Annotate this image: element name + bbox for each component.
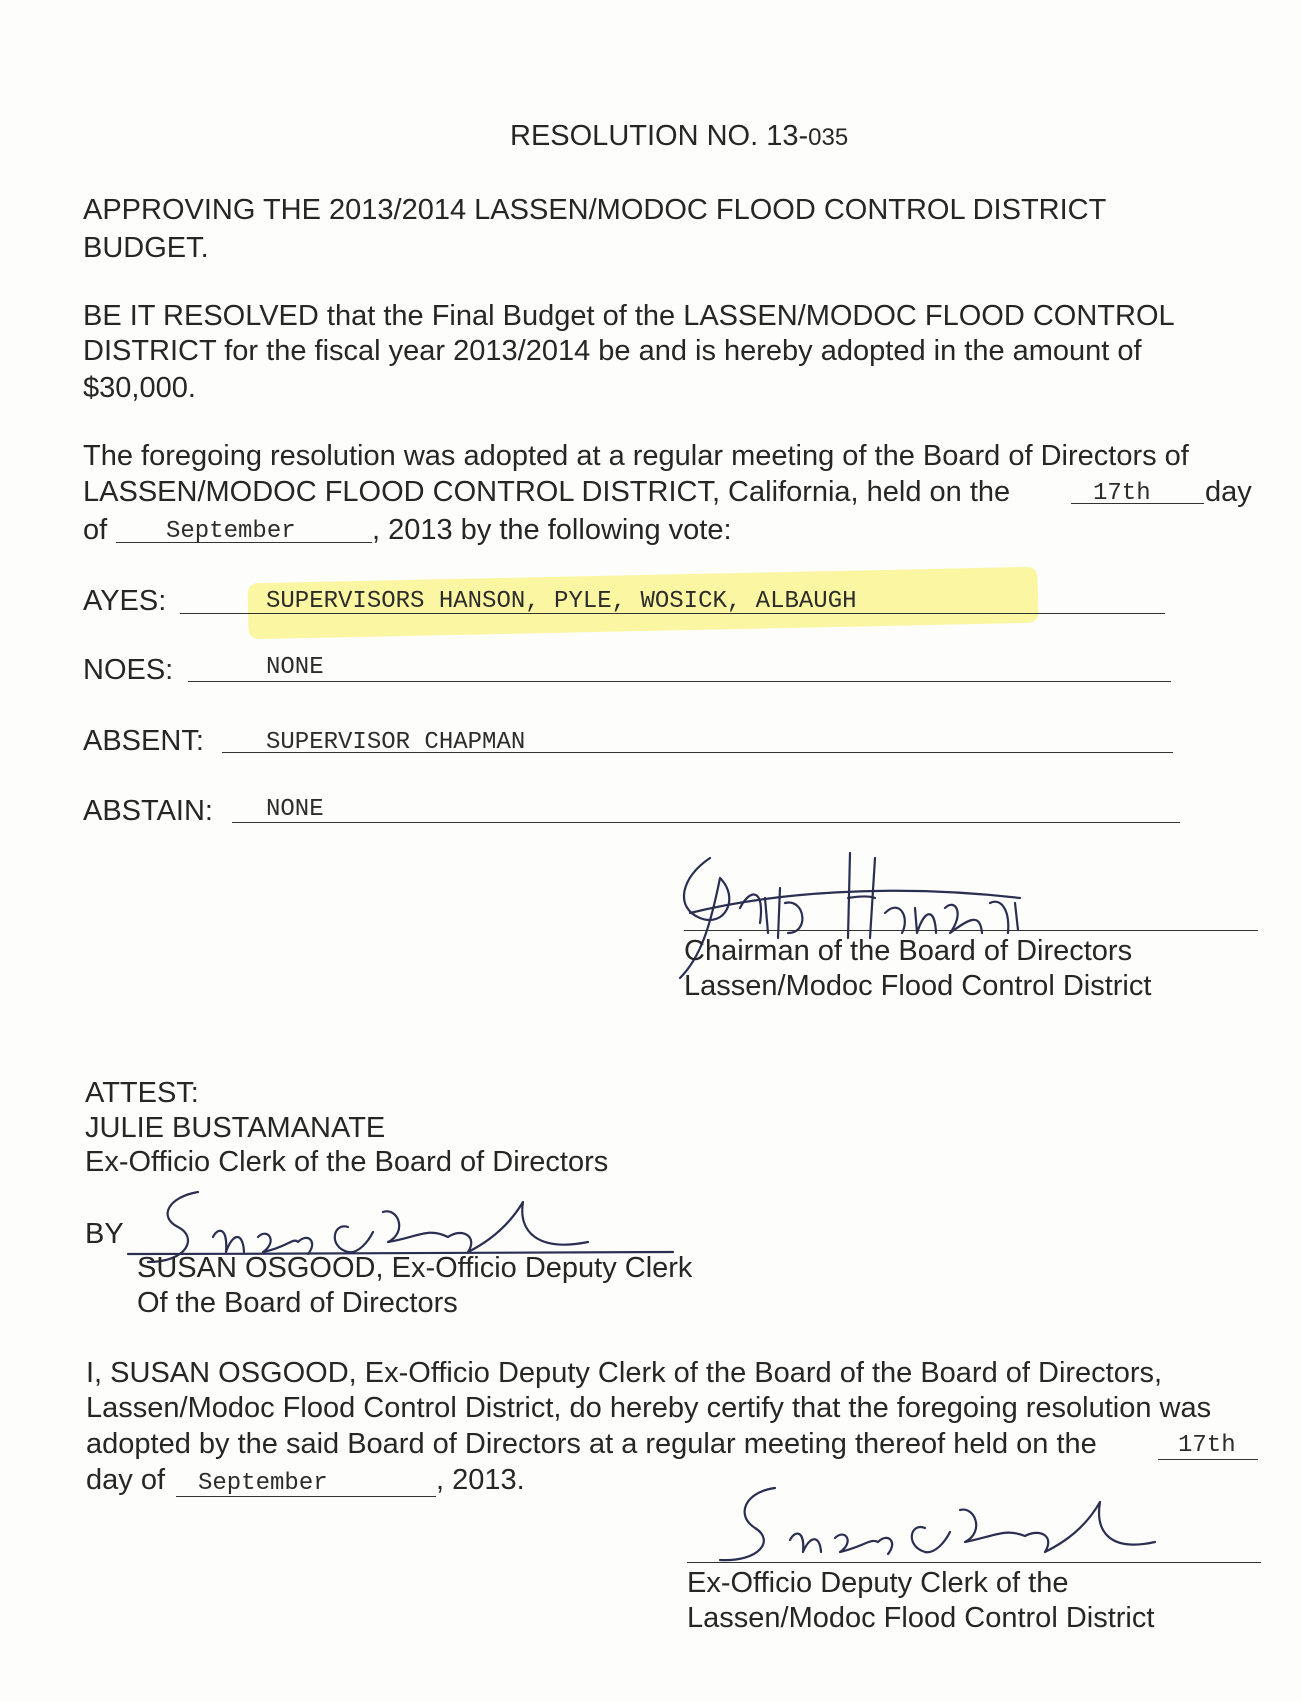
attest-label: ATTEST: bbox=[85, 1077, 199, 1109]
chairman-line-2: Lassen/Modoc Flood Control District bbox=[684, 970, 1152, 1002]
resolved-line-1: BE IT RESOLVED that the Final Budget of the LASSEN/MODOC FLOOD CONTROL bbox=[83, 300, 1175, 332]
ayes-value: SUPERVISORS HANSON, PYLE, WOSICK, ALBAUGH bbox=[266, 588, 857, 615]
clerk-title: Ex-Officio Clerk of the Board of Directors bbox=[85, 1146, 609, 1178]
cert-line-3: adopted by the said Board of Directors at a regular meeting thereof held on the bbox=[86, 1428, 1097, 1460]
cert-line-4-start: day of bbox=[86, 1464, 165, 1496]
adopted-month: September bbox=[166, 518, 296, 545]
noes-label: NOES: bbox=[83, 654, 174, 686]
final-line-2: Lassen/Modoc Flood Control District bbox=[687, 1602, 1155, 1634]
cert-line-2: Lassen/Modoc Flood Control District, do hereby certify that the foregoing resolution was bbox=[86, 1392, 1212, 1424]
adopted-day-suffix: day bbox=[1205, 476, 1252, 508]
absent-label: ABSENT: bbox=[83, 725, 204, 757]
resolved-line-3: $30,000. bbox=[83, 372, 196, 404]
chairman-line-1: Chairman of the Board of Directors bbox=[684, 935, 1133, 967]
adopted-line-3-end: , 2013 by the following vote: bbox=[372, 514, 732, 546]
title-prefix: RESOLUTION NO. 13- bbox=[510, 120, 809, 152]
clerk-name: JULIE BUSTAMANATE bbox=[85, 1112, 386, 1144]
ayes-label: AYES: bbox=[83, 585, 167, 617]
final-signature bbox=[700, 1480, 1160, 1570]
deputy-line-2: Of the Board of Directors bbox=[137, 1287, 458, 1319]
adopted-line-2: LASSEN/MODOC FLOOD CONTROL DISTRICT, California, held on the bbox=[83, 476, 1011, 508]
subject-line-2: BUDGET. bbox=[83, 232, 209, 264]
abstain-rule bbox=[232, 822, 1180, 823]
by-label: BY bbox=[85, 1218, 124, 1250]
adopted-day: 17th bbox=[1093, 480, 1151, 507]
abstain-value: NONE bbox=[266, 796, 324, 823]
resolution-title bbox=[510, 118, 848, 156]
noes-rule bbox=[188, 681, 1171, 682]
resolved-line-2: DISTRICT for the fiscal year 2013/2014 be and is hereby adopted in the amount of bbox=[83, 335, 1142, 367]
final-line-1: Ex-Officio Deputy Clerk of the bbox=[687, 1567, 1069, 1599]
cert-line-4-end: , 2013. bbox=[436, 1464, 525, 1496]
deputy-line-1: SUSAN OSGOOD, Ex-Officio Deputy Clerk bbox=[137, 1252, 693, 1284]
cert-line-1: I, SUSAN OSGOOD, Ex-Officio Deputy Clerk of the Board of the Board of Directors, bbox=[86, 1357, 1163, 1389]
final-signature-rule bbox=[687, 1562, 1261, 1563]
adopted-line-1: The foregoing resolution was adopted at a regular meeting of the Board of Directors of bbox=[83, 440, 1189, 472]
adopted-of: of bbox=[83, 514, 108, 546]
subject-line-1: APPROVING THE 2013/2014 LASSEN/MODOC FLOOD CONTROL DISTRICT bbox=[83, 194, 1107, 226]
cert-day: 17th bbox=[1178, 1432, 1236, 1459]
absent-value: SUPERVISOR CHAPMAN bbox=[266, 729, 526, 756]
noes-value: NONE bbox=[266, 654, 324, 681]
chairman-signature-rule bbox=[684, 930, 1258, 931]
cert-month: September bbox=[198, 1470, 328, 1497]
abstain-label: ABSTAIN: bbox=[83, 795, 213, 827]
title-number: 035 bbox=[808, 124, 849, 151]
